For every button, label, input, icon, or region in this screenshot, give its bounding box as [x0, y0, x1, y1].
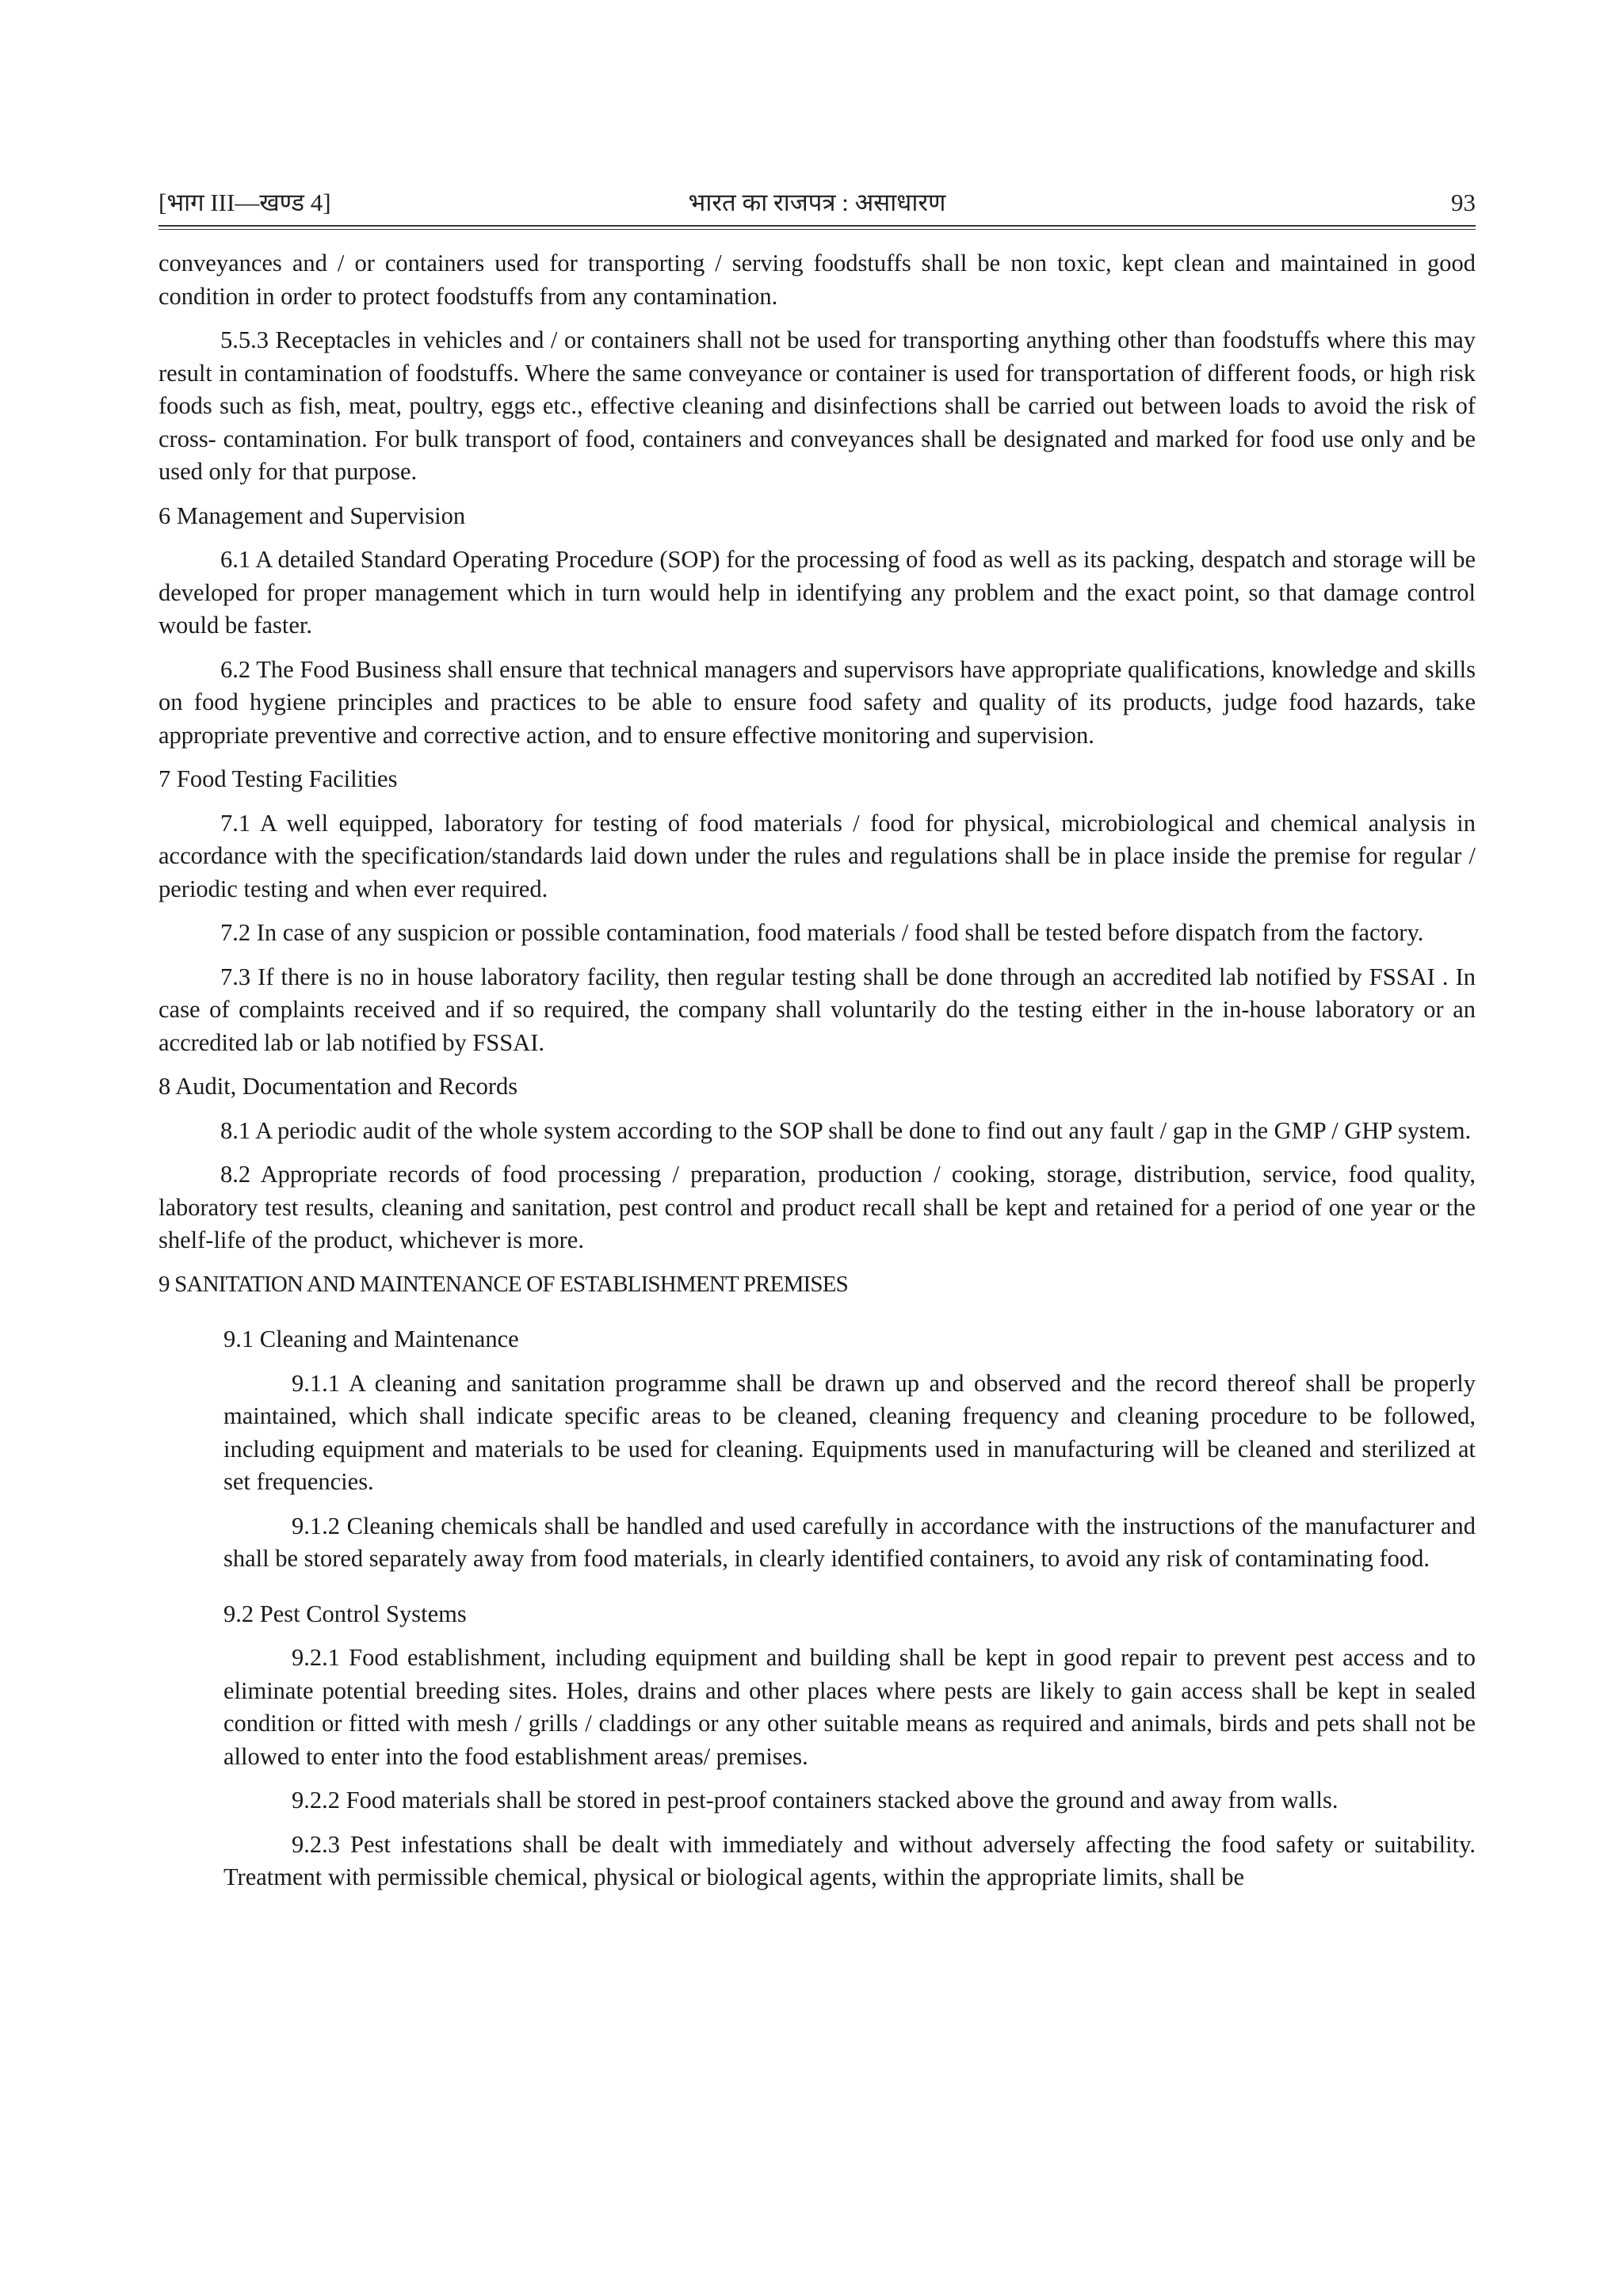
paragraph-continuation: conveyances and / or containers used for transporting / serving foodstuffs shall be non toxic, kept clean and maintained in good condition in order to protect foodstuffs from any contamination.	[158, 250, 1476, 310]
spacer	[158, 1312, 1476, 1323]
paragraph-7-2: 7.2 In case of any suspicion or possible contamination, food materials / food shall be tested before dispatch from the factory.	[220, 919, 1424, 946]
header-gazette-title: भारत का राजपत्र : असाधारण	[688, 189, 946, 216]
paragraph-6-1: 6.1 A detailed Standard Operating Procedure (SOP) for the processing of food as well as its packing, despatch and storage will be developed for proper management which in turn would help in identifying any problem and the exact point, so that damage control would be faster.	[158, 546, 1476, 639]
paragraph-5-5-3: 5.5.3 Receptacles in vehicles and / or containers shall not be used for transporting anything other than foodstuffs where this may result in contamination of foodstuffs. Where the same conveyance or container is used for transportation of different foods, or high risk foods such as fish, meat, poultry, eggs etc., effective cleaning and disinfections shall be carried out between loads to avoid the risk of cross- contamination. For bulk transport of food, containers and conveyances shall be designated and marked for food use only and be used only for that purpose.	[158, 326, 1476, 485]
paragraph-9-2-2: 9.2.2 Food materials shall be stored in pest-proof containers stacked above the ground and away from walls.	[292, 1787, 1338, 1814]
paragraph-6-2: 6.2 The Food Business shall ensure that technical managers and supervisors have appropriate qualifications, knowledge and skills on food hygiene principles and practices to be able to ensure food safety and quality of its products, judge food hazards, take appropriate preventive and corrective action, and to ensure effective monitoring and supervision.	[158, 655, 1476, 749]
paragraph-7-1: 7.1 A well equipped, laboratory for testing of food materials / food for physical, microbiological and chemical analysis in accordance with the specification/standards laid down under the rules and regulations shall be in place inside the premise for regular / periodic testing and when ever required.	[158, 809, 1476, 902]
page-number: 93	[1451, 189, 1476, 216]
section-heading-6: 6 Management and Supervision	[158, 502, 466, 529]
paragraph-9-2-3: 9.2.3 Pest infestations shall be dealt with immediately and without adversely affecting the food safety or suitability. Treatment with permissible chemical, physical or biological agents, within the appropriate limits, shall be	[223, 1830, 1476, 1890]
paragraph-9-1-1: 9.1.1 A cleaning and sanitation programme shall be drawn up and observed and the record thereof shall be properly maintained, which shall indicate specific areas to be cleaned, cleaning frequency and cleaning procedure to be followed, including equipment and materials to be used for cleaning. Equipments used in manufacturing will be cleaned and sterilized at set frequencies.	[223, 1369, 1476, 1495]
spacer	[158, 1587, 1476, 1598]
section-heading-8: 8 Audit, Documentation and Records	[158, 1073, 518, 1100]
paragraph-8-1: 8.1 A periodic audit of the whole system according to the SOP shall be done to find out any fault / gap in the GMP / GHP system.	[220, 1116, 1472, 1144]
subsection-heading-9-1: 9.1 Cleaning and Maintenance	[223, 1325, 519, 1352]
header-section-label: [भाग III—खण्ड 4]	[158, 189, 331, 216]
section-heading-7: 7 Food Testing Facilities	[158, 765, 398, 792]
paragraph-9-2-1: 9.2.1 Food establishment, including equipment and building shall be kept in good repair to prevent pest access and to eliminate potential breeding sites. Holes, drains and other places where pests are likely to gain access shall be kept in sealed condition or fitted with mesh / grills / claddings or any other suitable means as required and animals, birds and pets shall not be allowed to enter into the food establishment areas/ premises.	[223, 1644, 1476, 1770]
running-header	[158, 184, 1476, 219]
paragraph-7-3: 7.3 If there is no in house laboratory facility, then regular testing shall be done through an accredited lab notified by FSSAI . In case of complaints received and if so required, the company shall voluntarily do the testing either in the in-house laboratory or an accredited lab or lab notified by FSSAI.	[158, 963, 1476, 1056]
subsection-heading-9-2: 9.2 Pest Control Systems	[223, 1600, 467, 1627]
section-heading-9: 9 SANITATION AND MAINTENANCE OF ESTABLISHMENT PREMISES	[158, 1271, 848, 1297]
header-rule	[158, 225, 1476, 230]
document-page	[158, 184, 1476, 1905]
document-body	[158, 247, 1476, 1894]
paragraph-9-1-2: 9.1.2 Cleaning chemicals shall be handled and used carefully in accordance with the instructions of the manufacturer and shall be stored separately away from food materials, in clearly identified containers, to avoid any risk of contaminating food.	[223, 1512, 1476, 1572]
paragraph-8-2: 8.2 Appropriate records of food processing / preparation, production / cooking, storage, distribution, service, food quality, laboratory test results, cleaning and sanitation, pest control and product recall shall be kept and retained for a period of one year or the shelf-life of the product, whichever is more.	[158, 1161, 1476, 1253]
